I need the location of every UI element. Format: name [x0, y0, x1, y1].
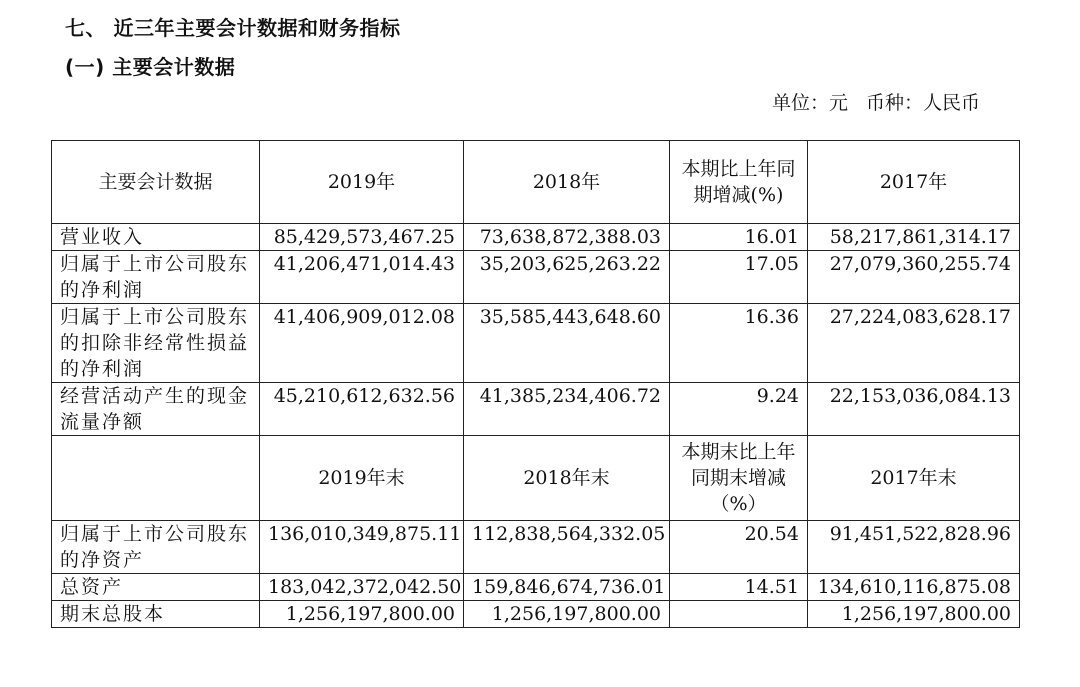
value-cell: 159,846,674,736.01	[464, 574, 670, 601]
change-cell	[670, 601, 808, 628]
change-cell: 20.54	[670, 521, 808, 574]
row-label: 归属于上市公司股东的扣除非经常性损益的净利润	[52, 304, 260, 383]
currency-label: 币种：人民币	[865, 92, 980, 114]
value-cell: 91,451,522,828.96	[808, 521, 1020, 574]
header-cell: 2019年	[260, 141, 464, 224]
value-cell: 1,256,197,800.00	[260, 601, 464, 628]
row-label: 期末总股本	[52, 601, 260, 628]
header-cell: 本期末比上年同期末增减（%）	[670, 436, 808, 521]
value-cell: 41,406,909,012.08	[260, 304, 464, 383]
table-row	[52, 383, 1020, 436]
subsection-title: (一) 主要会计数据	[65, 55, 236, 79]
change-cell: 16.01	[670, 224, 808, 251]
header-cell: 2017年末	[808, 436, 1020, 521]
header-cell	[52, 436, 260, 521]
value-cell: 41,385,234,406.72	[464, 383, 670, 436]
value-cell: 112,838,564,332.05	[464, 521, 670, 574]
header-cell: 本期比上年同期增减(%)	[670, 141, 808, 224]
unit-label: 单位：元	[771, 92, 848, 114]
header-cell: 2017年	[808, 141, 1020, 224]
value-cell: 35,585,443,648.60	[464, 304, 670, 383]
value-cell: 35,203,625,263.22	[464, 251, 670, 304]
table-row	[52, 304, 1020, 383]
value-cell: 22,153,036,084.13	[808, 383, 1020, 436]
table-row	[52, 601, 1020, 628]
change-cell: 14.51	[670, 574, 808, 601]
row-label: 归属于上市公司股东的净利润	[52, 251, 260, 304]
header-row-annual	[52, 141, 1020, 224]
change-cell: 17.05	[670, 251, 808, 304]
table-row	[52, 224, 1020, 251]
section-title: 七、 近三年主要会计数据和财务指标	[65, 16, 401, 40]
value-cell: 85,429,573,467.25	[260, 224, 464, 251]
value-cell: 58,217,861,314.17	[808, 224, 1020, 251]
table-row	[52, 251, 1020, 304]
value-cell: 136,010,349,875.11	[260, 521, 464, 574]
value-cell: 1,256,197,800.00	[808, 601, 1020, 628]
header-cell: 2019年末	[260, 436, 464, 521]
value-cell: 41,206,471,014.43	[260, 251, 464, 304]
value-cell: 27,079,360,255.74	[808, 251, 1020, 304]
unit-line	[772, 88, 980, 115]
value-cell: 27,224,083,628.17	[808, 304, 1020, 383]
value-cell: 1,256,197,800.00	[464, 601, 670, 628]
header-cell: 2018年末	[464, 436, 670, 521]
row-label: 营业收入	[52, 224, 260, 251]
header-cell: 主要会计数据	[52, 141, 260, 224]
table-row	[52, 574, 1020, 601]
table-row	[52, 521, 1020, 574]
row-label: 归属于上市公司股东的净资产	[52, 521, 260, 574]
accounting-data-table	[51, 140, 1020, 628]
change-cell: 9.24	[670, 383, 808, 436]
row-label: 经营活动产生的现金流量净额	[52, 383, 260, 436]
header-row-period-end	[52, 436, 1020, 521]
value-cell: 183,042,372,042.50	[260, 574, 464, 601]
value-cell: 45,210,612,632.56	[260, 383, 464, 436]
value-cell: 73,638,872,388.03	[464, 224, 670, 251]
header-cell: 2018年	[464, 141, 670, 224]
value-cell: 134,610,116,875.08	[808, 574, 1020, 601]
change-cell: 16.36	[670, 304, 808, 383]
row-label: 总资产	[52, 574, 260, 601]
